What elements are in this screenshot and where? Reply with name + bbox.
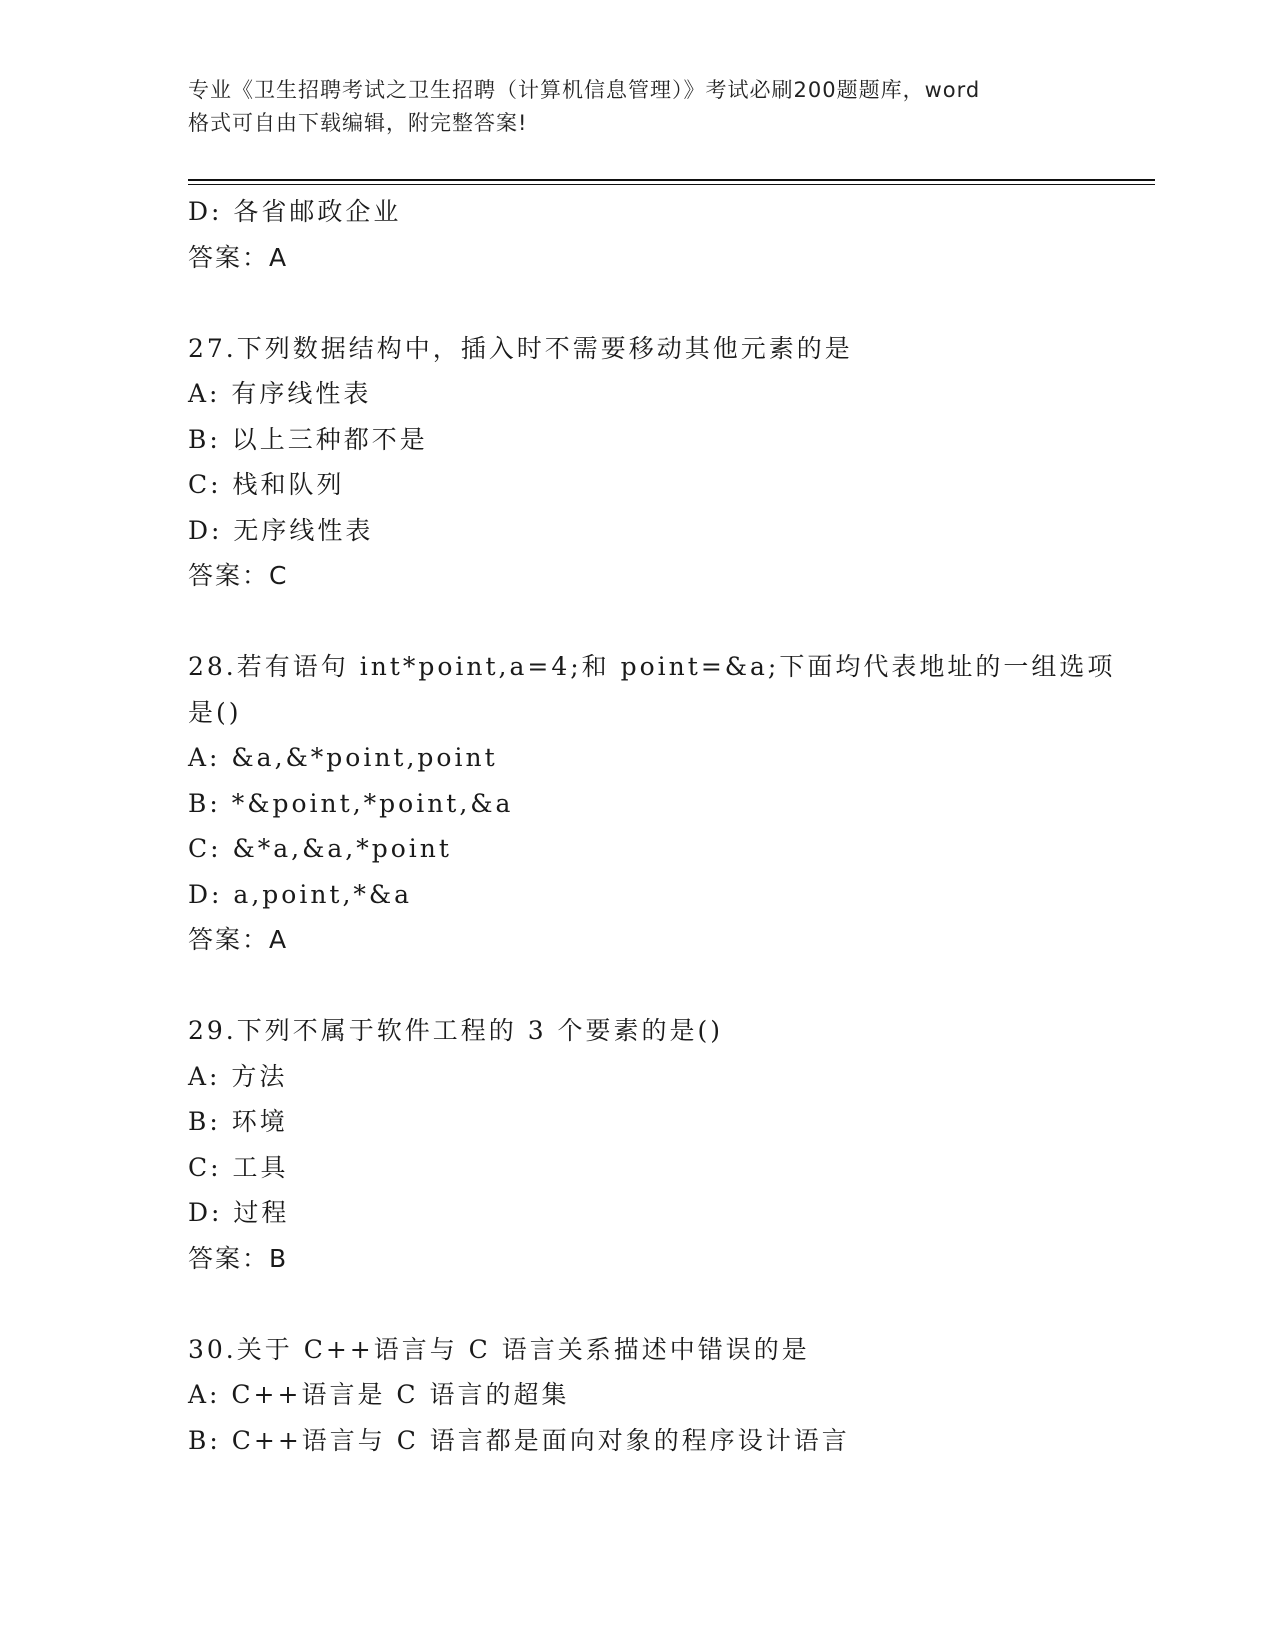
option-d: D: a,point,*&a <box>188 879 413 909</box>
question-title: 30.关于 C++语言与 C 语言关系描述中错误的是 <box>188 1334 810 1364</box>
option-c: C: 工具 <box>188 1152 289 1182</box>
option-b: B: 环境 <box>188 1107 288 1136</box>
spacer <box>188 1281 1088 1327</box>
option-d: D: 无序线性表 <box>188 515 374 545</box>
answer-line: 答案：B <box>188 1243 289 1273</box>
document-body <box>188 189 1116 1463</box>
option-d: D: 过程 <box>188 1198 290 1227</box>
question-title: 29.下列不属于软件工程的 3 个要素的是() <box>188 1016 724 1045</box>
spacer <box>188 963 1088 1009</box>
option-b: B: 以上三种都不是 <box>188 424 428 454</box>
question-title: 27.下列数据结构中，插入时不需要移动其他元素的是 <box>188 333 853 363</box>
option-b: B: C++语言与 C 语言都是面向对象的程序设计语言 <box>188 1425 850 1455</box>
option-c: C: &*a,&a,*point <box>188 834 452 863</box>
option-a: A: 有序线性表 <box>188 379 372 408</box>
question-29 <box>188 1008 1088 1281</box>
question-30 <box>188 1327 1088 1464</box>
header-divider-thick <box>188 179 1155 181</box>
header-line-1: 专业《卫生招聘考试之卫生招聘（计算机信息管理）》考试必刷200题题库，word <box>188 78 981 102</box>
option-a: A: 方法 <box>188 1061 288 1091</box>
document-header <box>188 74 1088 140</box>
option-a: A: C++语言是 C 语言的超集 <box>188 1380 570 1409</box>
question-title-line-1: 28.若有语句 int*point,a=4;和 point=&a;下面均代表地址的一组选项 <box>188 652 1116 681</box>
answer-line: 答案：C <box>188 561 289 590</box>
option-b: B: *&point,*point,&a <box>188 788 514 818</box>
option-d: D: 各省邮政企业 <box>188 197 402 226</box>
spacer <box>188 280 1088 326</box>
answer-line: 答案：A <box>188 242 289 272</box>
question-title-line-2: 是() <box>188 697 242 727</box>
option-c: C: 栈和队列 <box>188 470 345 499</box>
option-a: A: &a,&*point,point <box>188 743 498 772</box>
header-line-2: 格式可自由下载编辑，附完整答案! <box>188 111 528 135</box>
header-divider-thin <box>188 184 1155 185</box>
question-28 <box>188 644 1116 963</box>
spacer <box>188 599 1088 645</box>
question-27 <box>188 326 1088 599</box>
answer-line: 答案：A <box>188 925 289 954</box>
previous-question-tail <box>188 189 1088 280</box>
